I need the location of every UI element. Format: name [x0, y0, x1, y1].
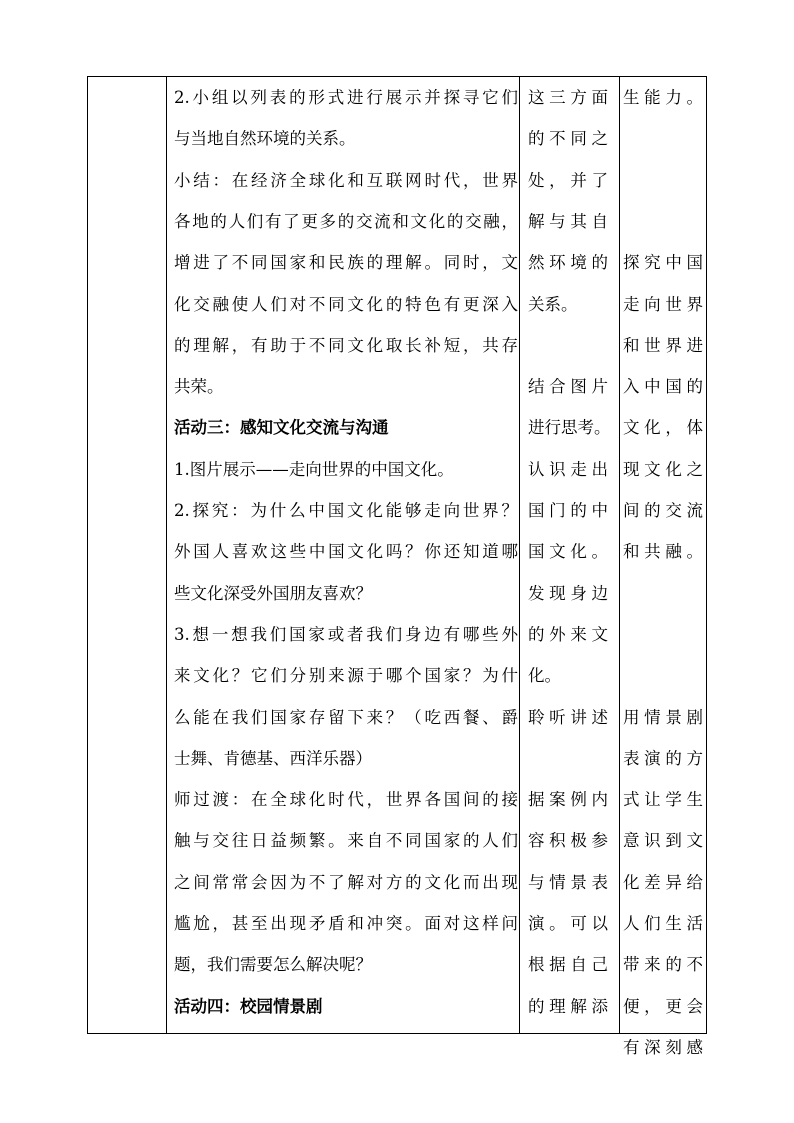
- process-line-16: 么能在我们国家存留下来？（吃西餐、爵: [174, 707, 518, 727]
- table-border-right: [706, 76, 707, 1034]
- intent-line-19: 意识到文: [623, 831, 703, 851]
- student-line-10: 认识走出: [528, 459, 608, 479]
- process-line-23: 活动四：校园情景剧: [174, 996, 323, 1016]
- student-line-13: 发现身边: [528, 583, 608, 603]
- student-line-1: 这三方面: [528, 88, 608, 107]
- table-border-bottom: [87, 1033, 707, 1034]
- process-line-15: 来文化？它们分别来源于哪个国家？为什: [174, 666, 518, 686]
- process-line-12: 外国人喜欢这些中国文化吗？你还知道哪: [174, 542, 518, 562]
- process-line-1: 2.小组以列表的形式进行展示并探寻它们: [174, 88, 518, 107]
- intent-line-20: 化差异给: [623, 872, 703, 892]
- intent-line-21: 人们生活: [623, 914, 703, 933]
- student-line-8: 结合图片: [528, 377, 608, 397]
- student-line-4: 解与其自: [528, 211, 608, 231]
- student-line-14: 的外来文: [528, 624, 608, 644]
- process-line-19: 触与交往日益频繁。来自不同国家的人们: [174, 831, 518, 851]
- process-line-7: 的理解，有助于不同文化取长补短，共存: [174, 335, 518, 355]
- student-line-21: 演。可以: [528, 914, 608, 933]
- process-line-18: 师过渡：在全球化时代，世界各国间的接: [174, 790, 518, 810]
- process-line-8: 共荣。: [174, 377, 224, 397]
- process-line-5: 增进了不同国家和民族的理解。同时，文: [174, 253, 518, 273]
- intent-line-5: 探究中国: [623, 253, 703, 273]
- intent-line-11: 间的交流: [623, 501, 703, 520]
- column-divider-3: [619, 76, 620, 1034]
- student-line-3: 处，并了: [528, 170, 608, 190]
- process-line-4: 各地的人们有了更多的交流和文化的交融，: [174, 211, 518, 231]
- student-line-23: 的理解添: [528, 996, 608, 1016]
- process-line-17: 士舞、肯德基、西洋乐器）: [174, 748, 372, 768]
- student-line-15: 化。: [528, 666, 561, 686]
- process-line-11: 2.探究：为什么中国文化能够走向世界？: [174, 501, 518, 520]
- student-line-12: 国文化。: [528, 542, 608, 562]
- student-line-7: [528, 334, 608, 358]
- table-border-top: [87, 76, 707, 77]
- process-line-20: 之间常常会因为不了解对方的文化而出现: [174, 872, 518, 892]
- student-line-16: 聆听讲述: [528, 707, 608, 727]
- student-line-5: 然环境的: [528, 253, 608, 273]
- intent-line-4: [623, 210, 703, 234]
- intent-line-14: [623, 623, 703, 647]
- process-line-3: 小结：在经济全球化和互联网时代，世界: [174, 170, 518, 190]
- lesson-table: [87, 76, 707, 1057]
- intent-line-16: 用情景剧: [623, 707, 703, 727]
- intent-line-23: 便，更会: [623, 996, 703, 1016]
- intent-line-2: [623, 127, 703, 151]
- column-divider-2: [519, 76, 520, 1034]
- student-line-2: 的不同之: [528, 129, 608, 149]
- student-line-22: 根据自己: [528, 955, 608, 975]
- column-divider-1: [166, 76, 167, 1034]
- table-border-left: [87, 76, 88, 1034]
- intent-line-10: 现文化之: [623, 459, 703, 479]
- intent-line-24: 有深刻感: [623, 1037, 703, 1057]
- student-line-17: [528, 747, 608, 771]
- process-line-10: 1.图片展示——走向世界的中国文化。: [174, 459, 454, 479]
- intent-line-9: 文化，体: [623, 418, 703, 438]
- process-line-13: 些文化深受外国朋友喜欢？: [174, 583, 372, 603]
- intent-line-6: 走向世界: [623, 294, 703, 314]
- process-line-2: 与当地自然环境的关系。: [174, 129, 356, 149]
- student-line-9: 进行思考。: [528, 418, 611, 438]
- intent-line-12: 和共融。: [623, 542, 703, 562]
- intent-line-3: [623, 169, 703, 193]
- intent-line-22: 带来的不: [623, 955, 703, 975]
- process-line-6: 化交融使人们对不同文化的特色有更深入: [174, 294, 518, 314]
- student-line-18: 据案例内: [528, 790, 608, 810]
- student-line-19: 容积极参: [528, 831, 608, 851]
- intent-line-7: 和世界进: [623, 335, 703, 355]
- intent-line-17: 表演的方: [623, 748, 703, 768]
- student-line-6: 关系。: [528, 294, 578, 314]
- intent-line-13: [623, 582, 703, 606]
- process-line-9: 活动三：感知文化交流与沟通: [174, 418, 389, 438]
- intent-line-15: [623, 664, 703, 688]
- process-line-14: 3.想一想我们国家或者我们身边有哪些外: [174, 624, 518, 644]
- intent-line-18: 式让学生: [623, 790, 703, 810]
- process-line-22: 题，我们需要怎么解决呢？: [174, 955, 372, 975]
- intent-line-8: 入中国的: [623, 377, 703, 397]
- intent-line-1: 生能力。: [623, 88, 703, 107]
- student-line-20: 与情景表: [528, 872, 608, 892]
- process-line-21: 尴尬，甚至出现矛盾和冲突。面对这样问: [174, 914, 518, 933]
- student-line-11: 国门的中: [528, 501, 608, 520]
